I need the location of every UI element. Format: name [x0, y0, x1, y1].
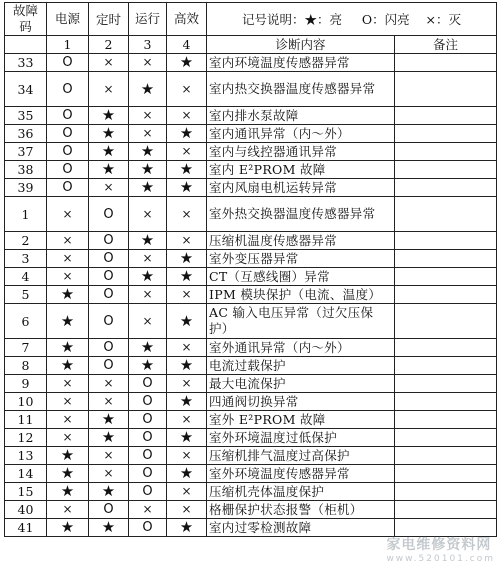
- led-state: O: [47, 107, 89, 125]
- table-row: [5, 465, 497, 483]
- led-state: O: [129, 519, 167, 537]
- led-state: ★: [129, 268, 167, 286]
- table-row: [5, 161, 497, 179]
- diagnosis-text: 室外变压器异常: [207, 250, 395, 268]
- led-state: ×: [47, 232, 89, 250]
- led-state: O: [89, 501, 129, 519]
- led-state: ★: [167, 161, 207, 179]
- fault-code: 8: [5, 357, 47, 375]
- led-state: ★: [89, 483, 129, 501]
- remark-cell: [395, 393, 497, 411]
- led-state: ★: [129, 232, 167, 250]
- diagnosis-text: 电流过载保护: [207, 357, 395, 375]
- fault-code: 39: [5, 179, 47, 197]
- table-row: [5, 197, 497, 232]
- diagnosis-text: 室内与线控器通讯异常: [207, 143, 395, 161]
- diagnosis-text: 室内 E²PROM 故障: [207, 161, 395, 179]
- fault-code: 40: [5, 501, 47, 519]
- fault-code: 14: [5, 465, 47, 483]
- led-state: ★: [89, 411, 129, 429]
- led-state: O: [47, 161, 89, 179]
- fault-code: 2: [5, 232, 47, 250]
- led-state: O: [89, 304, 129, 339]
- led-state: ×: [89, 447, 129, 465]
- table-row: [5, 232, 497, 250]
- led-state: ×: [47, 375, 89, 393]
- table-row: [5, 393, 497, 411]
- fault-code: 15: [5, 483, 47, 501]
- column-number-3: 3: [129, 36, 167, 54]
- column-number-2: 2: [89, 36, 129, 54]
- led-state: ×: [167, 286, 207, 304]
- table-row: [5, 125, 497, 143]
- led-state: ★: [47, 519, 89, 537]
- remark-cell: [395, 250, 497, 268]
- led-state: O: [89, 339, 129, 357]
- watermark: [386, 534, 495, 564]
- fault-code: 6: [5, 304, 47, 339]
- led-state: ×: [89, 72, 129, 107]
- led-state: ×: [167, 411, 207, 429]
- led-state: ★: [129, 161, 167, 179]
- fault-code: 7: [5, 339, 47, 357]
- led-state: ★: [167, 125, 207, 143]
- led-state: ★: [47, 465, 89, 483]
- led-state: ×: [89, 465, 129, 483]
- led-state: O: [89, 357, 129, 375]
- table-row: [5, 179, 497, 197]
- led-state: ×: [129, 125, 167, 143]
- fault-code: 35: [5, 107, 47, 125]
- led-state: ×: [47, 268, 89, 286]
- diagnosis-text: 室外环境温度传感器异常: [207, 465, 395, 483]
- led-state: ★: [129, 143, 167, 161]
- led-state: ×: [47, 501, 89, 519]
- fault-code: 38: [5, 161, 47, 179]
- led-state: ★: [89, 107, 129, 125]
- led-state: ★: [167, 268, 207, 286]
- led-state: ★: [167, 357, 207, 375]
- diagnosis-text: IPM 模块保护（电流、温度）: [207, 286, 395, 304]
- remark-cell: [395, 447, 497, 465]
- remark-cell: [395, 465, 497, 483]
- remark-cell: [395, 268, 497, 286]
- led-state: ×: [47, 429, 89, 447]
- led-state: ×: [129, 304, 167, 339]
- led-state: ★: [167, 393, 207, 411]
- remark-cell: [395, 501, 497, 519]
- led-state: O: [89, 232, 129, 250]
- header-remark: 备注: [395, 36, 497, 54]
- led-state: ×: [167, 375, 207, 393]
- table-row: [5, 250, 497, 268]
- remark-cell: [395, 304, 497, 339]
- led-state: ★: [89, 519, 129, 537]
- header-timer: 定时: [89, 3, 129, 36]
- led-state: ★: [47, 286, 89, 304]
- fault-code: 4: [5, 268, 47, 286]
- legend-on-label: ：亮: [316, 11, 342, 27]
- led-state: ★: [47, 357, 89, 375]
- led-state: ×: [129, 250, 167, 268]
- led-state: O: [129, 447, 167, 465]
- led-state: O: [47, 125, 89, 143]
- led-state: ×: [167, 197, 207, 232]
- legend: [207, 3, 497, 36]
- fault-code: 10: [5, 393, 47, 411]
- fault-code: 34: [5, 72, 47, 107]
- led-state: ×: [167, 107, 207, 125]
- legend-title: 记号说明：: [241, 11, 305, 27]
- led-state: ×: [129, 286, 167, 304]
- watermark-main: 家电维修资料网: [386, 537, 492, 553]
- led-state: O: [129, 465, 167, 483]
- led-state: ×: [167, 232, 207, 250]
- legend-blink-symbol: O: [361, 11, 373, 27]
- fault-code: 33: [5, 54, 47, 72]
- led-state: ★: [167, 304, 207, 339]
- fault-code: 3: [5, 250, 47, 268]
- led-state: ×: [167, 339, 207, 357]
- led-state: ★: [129, 357, 167, 375]
- led-state: O: [129, 483, 167, 501]
- led-state: ×: [129, 107, 167, 125]
- fault-code: 5: [5, 286, 47, 304]
- led-state: O: [129, 411, 167, 429]
- led-state: ×: [129, 54, 167, 72]
- led-state: ×: [47, 411, 89, 429]
- led-state: ★: [47, 339, 89, 357]
- led-state: ★: [89, 125, 129, 143]
- diagnosis-text: 压缩机壳体温度保护: [207, 483, 395, 501]
- fault-code: 1: [5, 197, 47, 232]
- column-number-row: [5, 36, 497, 54]
- led-state: O: [89, 197, 129, 232]
- led-state: ×: [89, 375, 129, 393]
- fault-code-rows: [5, 54, 497, 537]
- led-state: O: [89, 250, 129, 268]
- legend-blink-label: ：闪亮: [372, 11, 410, 27]
- led-state: O: [47, 143, 89, 161]
- led-state: ★: [167, 179, 207, 197]
- header-code: 故障码: [5, 3, 47, 36]
- table-row: [5, 143, 497, 161]
- diagnosis-text: 压缩机排气温度过高保护: [207, 447, 395, 465]
- led-state: ★: [167, 519, 207, 537]
- legend-off-label: ：灭: [436, 11, 462, 27]
- fault-code: 41: [5, 519, 47, 537]
- table-row: [5, 286, 497, 304]
- led-state: ×: [167, 447, 207, 465]
- header-run: 运行: [129, 3, 167, 36]
- led-state: ×: [167, 501, 207, 519]
- diagnosis-text: CT（互感线圈）异常: [207, 268, 395, 286]
- watermark-sub: www.520101.com: [386, 554, 495, 564]
- led-state: ×: [47, 250, 89, 268]
- diagnosis-text: 室内热交换器温度传感器异常: [207, 72, 395, 107]
- led-state: O: [129, 393, 167, 411]
- fault-code: 11: [5, 411, 47, 429]
- led-state: ★: [129, 179, 167, 197]
- remark-cell: [395, 107, 497, 125]
- diagnosis-text: 四通阀切换异常: [207, 393, 395, 411]
- led-state: ×: [89, 179, 129, 197]
- legend-off-symbol: ×: [425, 11, 437, 27]
- diagnosis-text: 压缩机温度传感器异常: [207, 232, 395, 250]
- led-state: ×: [167, 72, 207, 107]
- table-row: [5, 357, 497, 375]
- remark-cell: [395, 339, 497, 357]
- fault-code: 9: [5, 375, 47, 393]
- led-state: ★: [167, 429, 207, 447]
- remark-cell: [395, 232, 497, 250]
- diagnosis-text: 室外通讯异常（内～外）: [207, 339, 395, 357]
- led-state: ★: [47, 483, 89, 501]
- led-state: ×: [129, 197, 167, 232]
- led-state: O: [47, 54, 89, 72]
- led-state: O: [129, 375, 167, 393]
- table-row: [5, 447, 497, 465]
- led-state: O: [89, 268, 129, 286]
- diagnosis-text: 室内风扇电机运转异常: [207, 179, 395, 197]
- led-state: ×: [47, 393, 89, 411]
- led-state: ×: [129, 501, 167, 519]
- led-state: ★: [167, 250, 207, 268]
- led-state: ×: [89, 54, 129, 72]
- fault-code-table: [4, 2, 497, 537]
- diagnosis-text: AC 输入电压异常（过欠压保护）: [207, 304, 395, 339]
- diagnosis-text: 室内通讯异常（内～外）: [207, 125, 395, 143]
- table-row: [5, 72, 497, 107]
- table-row: [5, 339, 497, 357]
- led-state: ×: [167, 483, 207, 501]
- remark-cell: [395, 161, 497, 179]
- led-state: ★: [89, 143, 129, 161]
- fault-code: 36: [5, 125, 47, 143]
- diagnosis-text: 室内过零检测故障: [207, 519, 395, 537]
- led-state: O: [129, 429, 167, 447]
- table-row: [5, 429, 497, 447]
- led-state: ★: [47, 304, 89, 339]
- led-state: ×: [47, 197, 89, 232]
- diagnosis-text: 室内排水泵故障: [207, 107, 395, 125]
- table-row: [5, 304, 497, 339]
- led-state: ×: [167, 143, 207, 161]
- table-row: [5, 375, 497, 393]
- led-state: ★: [89, 161, 129, 179]
- led-state: ×: [89, 393, 129, 411]
- empty-header-cell: [5, 36, 47, 54]
- diagnosis-text: 室内环境温度传感器异常: [207, 54, 395, 72]
- table-row: [5, 411, 497, 429]
- led-state: ★: [129, 339, 167, 357]
- diagnosis-text: 最大电流保护: [207, 375, 395, 393]
- fault-code: 12: [5, 429, 47, 447]
- diagnosis-text: 格栅保护状态报警（柜机）: [207, 501, 395, 519]
- led-state: ★: [167, 54, 207, 72]
- fault-code: 37: [5, 143, 47, 161]
- table-row: [5, 268, 497, 286]
- led-state: O: [47, 72, 89, 107]
- table-row: [5, 107, 497, 125]
- column-number-1: 1: [47, 36, 89, 54]
- header-power: 电源: [47, 3, 89, 36]
- column-number-4: 4: [167, 36, 207, 54]
- led-state: O: [47, 179, 89, 197]
- remark-cell: [395, 375, 497, 393]
- diagnosis-text: 室外环境温度过低保护: [207, 429, 395, 447]
- led-state: ★: [89, 429, 129, 447]
- table-row: [5, 54, 497, 72]
- remark-cell: [395, 125, 497, 143]
- fault-code: 13: [5, 447, 47, 465]
- remark-cell: [395, 357, 497, 375]
- header-efficient: 高效: [167, 3, 207, 36]
- table-row: [5, 501, 497, 519]
- remark-cell: [395, 411, 497, 429]
- diagnosis-text: 室外 E²PROM 故障: [207, 411, 395, 429]
- remark-cell: [395, 143, 497, 161]
- remark-cell: [395, 179, 497, 197]
- remark-cell: [395, 72, 497, 107]
- header-row: [5, 3, 497, 36]
- legend-on-symbol: ★: [304, 11, 317, 27]
- remark-cell: [395, 429, 497, 447]
- led-state: ★: [167, 465, 207, 483]
- led-state: ★: [129, 72, 167, 107]
- table-row: [5, 483, 497, 501]
- remark-cell: [395, 483, 497, 501]
- remark-cell: [395, 54, 497, 72]
- led-state: ★: [47, 447, 89, 465]
- header-diagnosis: 诊断内容: [207, 36, 395, 54]
- remark-cell: [395, 197, 497, 232]
- remark-cell: [395, 286, 497, 304]
- diagnosis-text: 室外热交换器温度传感器异常: [207, 197, 395, 232]
- led-state: O: [89, 286, 129, 304]
